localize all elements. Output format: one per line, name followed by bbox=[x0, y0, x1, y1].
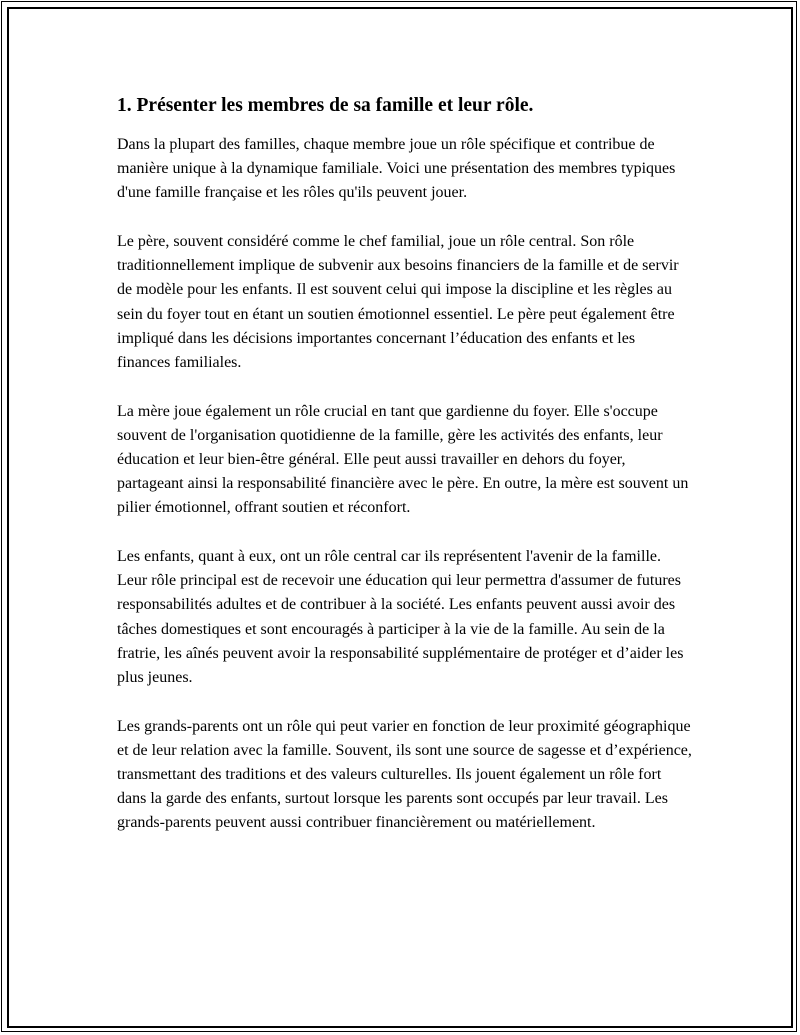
section-title: 1. Présenter les membres de sa famille et leur rôle. bbox=[117, 95, 534, 116]
document-body bbox=[117, 90, 692, 860]
paragraph-children: Les enfants, quant à eux, ont un rôle central car ils représentent l'avenir de la famille. Leur rôle principal est de recevoir une éducation qui leur permettra d'assumer de futures responsabilités adultes et de contribuer à la société. Les enfants peuvent aussi avoir des tâches domestiques et sont encouragés à participer à la vie de la famille. Au sein de la fratrie, les aînés peuvent avoir la responsabilité supplémentaire de protéger et d’aider les plus jeunes. bbox=[117, 548, 684, 687]
paragraph-father: Le père, souvent considéré comme le chef familial, joue un rôle central. Son rôle traditionnellement implique de subvenir aux besoins financiers de la famille et de servir de modèle pour les enfants. Il est souvent celui qui impose la discipline et les règles au sein du foyer tout en étant un soutien émotionnel essentiel. Le père peut également être impliqué dans les décisions importantes concernant l’éducation des enfants et les finances familiales. bbox=[117, 233, 679, 372]
paragraph-mother: La mère joue également un rôle crucial en tant que gardienne du foyer. Elle s'occupe souvent de l'organisation quotidienne de la famille, gère les activités des enfants, leur éducation et leur bien-être général. Elle peut aussi travailler en dehors du foyer, partageant ainsi la responsabilité financière avec le père. En outre, la mère est souvent un pilier émotionnel, offrant soutien et réconfort. bbox=[117, 402, 689, 517]
paragraph-intro: Dans la plupart des familles, chaque membre joue un rôle spécifique et contribue de manière unique à la dynamique familiale. Voici une présentation des membres typiques d'une famille française et les rôles qu'ils peuvent jouer. bbox=[117, 136, 676, 202]
paragraph-grandparents: Les grands-parents ont un rôle qui peut varier en fonction de leur proximité géographique et de leur relation avec la famille. Souvent, ils sont une source de sagesse et d’expérience, transmettant des traditions et des valeurs culturelles. Ils jouent également un rôle fort dans la garde des enfants, surtout lorsque les parents sont occupés par leur travail. Les grands-parents peuvent aussi contribuer financièrement ou matériellement. bbox=[117, 717, 692, 832]
